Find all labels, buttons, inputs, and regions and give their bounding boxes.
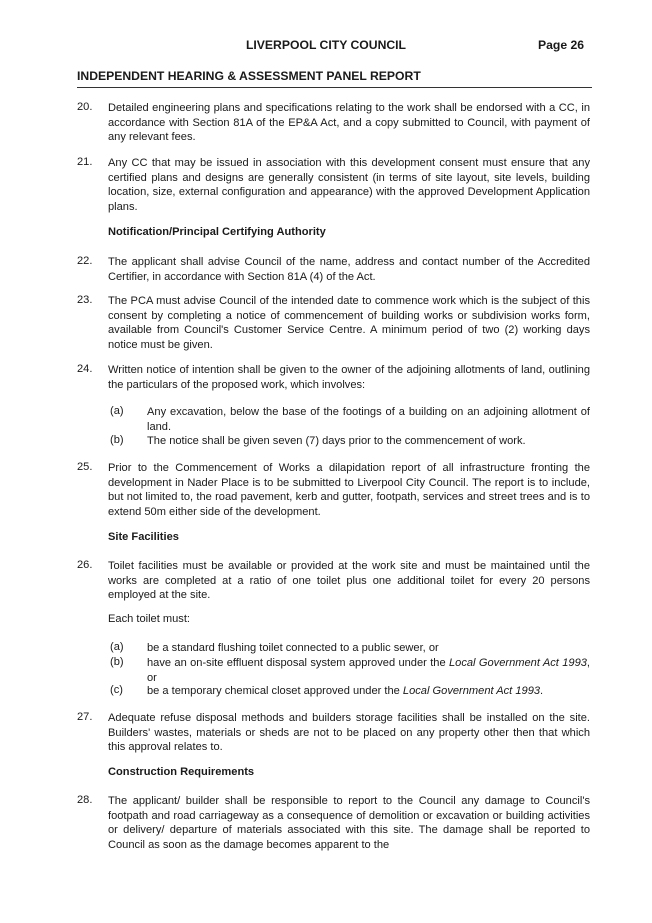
act-citation: Local Government Act 1993 <box>448 657 587 669</box>
condition-text: The applicant/ builder shall be responsible to report to the Council any damage to Council's footpath and road carriageway as a consequence of demolition or excavation or building activities or delivery/ departure of materials associated with this site. The damage shall be reported to Council as soon as the damage becomes apparent to the <box>108 795 590 851</box>
item-text: be a temporary chemical closet approved under the Local Government Act 1993. <box>147 685 544 697</box>
condition-number: 25. <box>77 461 93 473</box>
act-citation: Local Government Act 1993 <box>402 685 541 697</box>
report-title: INDEPENDENT HEARING & ASSESSMENT PANEL REPORT <box>77 69 421 83</box>
condition-text: Any CC that may be issued in association with this development consent must ensure that any certified plans and designs are generally consistent (in terms of site layout, site levels, building location, size, external configuration and appearance) with the approved Development Application plans. <box>108 157 590 213</box>
condition-number: 27. <box>77 711 93 723</box>
condition-number: 26. <box>77 559 93 571</box>
condition-text: Prior to the Commencement of Works a dilapidation report of all infrastructure fronting the development in Nader Place is to be submitted to Liverpool City Council. The report is to include, but not limited to, the road pavement, kerb and gutter, footpath, services and street trees and is to extend 50m either side of the development. <box>108 462 590 518</box>
section-heading-site-facilities: Site Facilities <box>108 531 179 543</box>
item-text: The notice shall be given seven (7) days prior to the commencement of work. <box>147 435 526 447</box>
condition-26-intro: Each toilet must: <box>108 613 191 625</box>
page-number: Page 26 <box>538 38 585 52</box>
item-text: have an on-site effluent disposal system approved under the Local Government Act 1993, or <box>147 657 591 684</box>
condition-number: 22. <box>77 255 93 267</box>
item-label: (b) <box>110 434 124 446</box>
condition-text: Detailed engineering plans and specifications relating to the work shall be endorsed with a CC, in accordance with Section 81A of the EP&A Act, and a copy submitted to Council, with payment of any relevant fees. <box>108 102 590 144</box>
item-label: (b) <box>110 656 124 668</box>
item-label: (a) <box>110 405 124 417</box>
condition-text: Adequate refuse disposal methods and builders storage facilities shall be installed on the site. Builders' wastes, materials or sheds are not to be placed on any property other then that which this approval relates to. <box>108 712 590 754</box>
header-divider <box>77 87 592 88</box>
organisation-name: LIVERPOOL CITY COUNCIL <box>245 38 407 52</box>
item-text: Any excavation, below the base of the footings of a building on an adjoining allotment of land. <box>147 406 590 433</box>
condition-text: Toilet facilities must be available or provided at the work site and must be maintained until the works are completed at a ratio of one toilet plus one additional toilet for every 20 persons employed at the site. <box>108 560 590 602</box>
condition-text: The PCA must advise Council of the intended date to commence work which is the subject of this consent by completing a notice of commencement of building works or subdivision works form, available from Council's Customer Service Centre. A minimum period of two (2) working days notice must be given. <box>108 295 590 351</box>
condition-number: 24. <box>77 363 93 375</box>
condition-number: 20. <box>77 101 93 113</box>
condition-text: The applicant shall advise Council of the name, address and contact number of the Accredited Certifier, in accordance with Section 81A (4) of the Act. <box>108 256 590 283</box>
section-heading-construction: Construction Requirements <box>108 766 255 778</box>
condition-number: 28. <box>77 794 93 806</box>
item-label: (a) <box>110 641 124 653</box>
item-label: (c) <box>110 684 123 696</box>
section-heading-pca: Notification/Principal Certifying Authority <box>108 226 326 238</box>
condition-number: 23. <box>77 294 93 306</box>
condition-number: 21. <box>77 156 93 168</box>
condition-text: Written notice of intention shall be given to the owner of the adjoining allotments of land, outlining the particulars of the proposed work, which involves: <box>108 364 590 391</box>
item-text: be a standard flushing toilet connected to a public sewer, or <box>147 642 439 654</box>
